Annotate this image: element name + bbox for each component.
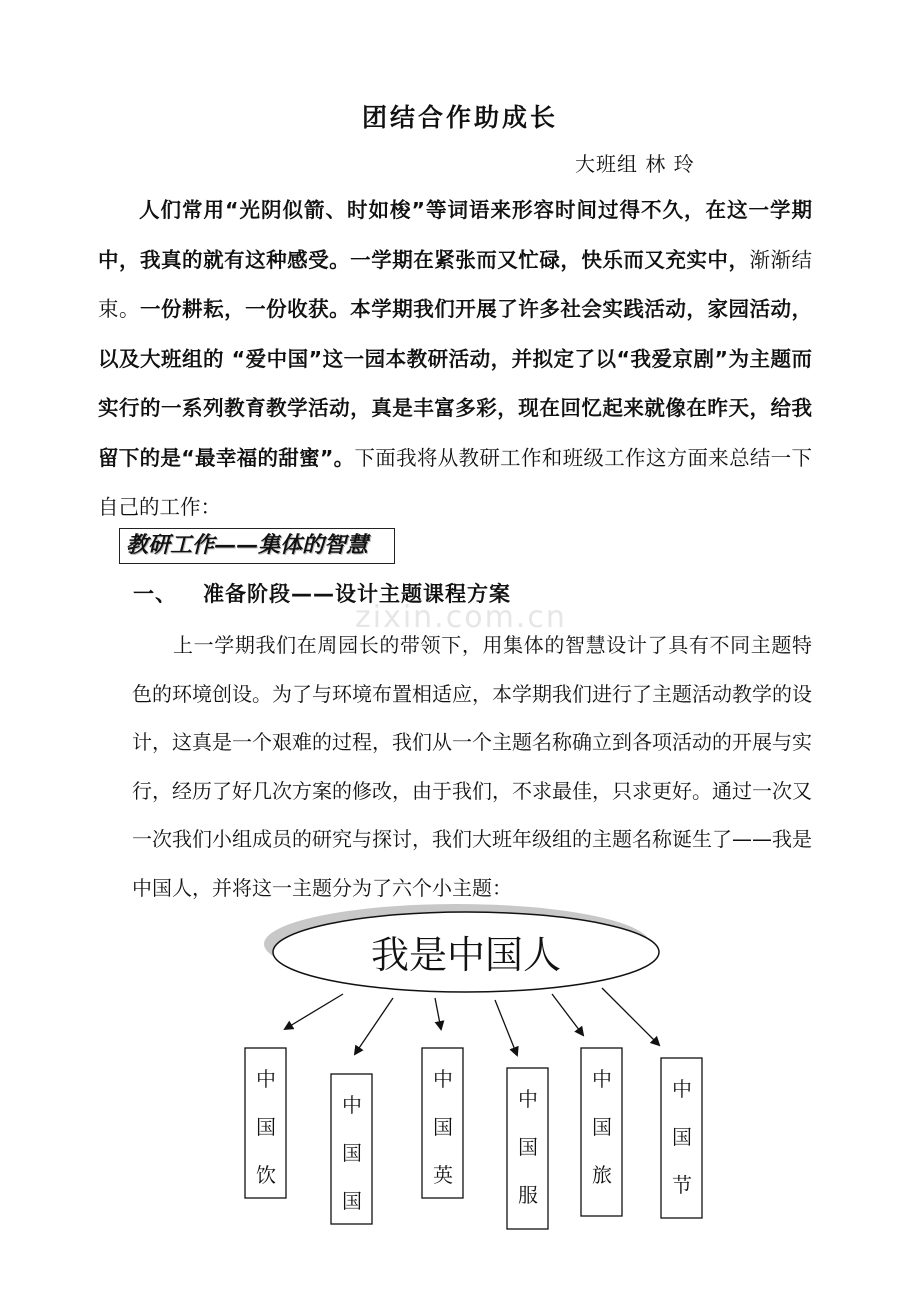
child-box-4 — [507, 1068, 548, 1229]
child-box-1 — [245, 1048, 286, 1198]
child-3-char-2: 国 — [433, 1115, 453, 1139]
intro-part-1: 人们常用“光阴似箭、时如梭”等词语来形容时间过得不久，在这一学期中，我真的就有这种感受。一学期在紧张而又忙碌，快乐而又充实中， — [98, 198, 812, 272]
document-title: 团结合作助成长 — [361, 103, 558, 132]
author-line: 大班组 林 玲 — [575, 152, 695, 176]
child-2-char-3: 国 — [342, 1189, 362, 1213]
root-label: 我是中国人 — [370, 933, 562, 977]
arrow-5 — [552, 994, 583, 1035]
arrow-4 — [495, 1000, 517, 1055]
child-box-3 — [422, 1048, 463, 1198]
child-4-char-1: 中 — [518, 1087, 538, 1111]
child-6-char-2: 国 — [672, 1125, 692, 1149]
child-4-char-3: 服 — [518, 1183, 538, 1207]
child-box-6 — [661, 1058, 702, 1218]
intro-part-3: 一份耕耘，一份收获。本学期我们开展了许多社会实践活动，家园活动，以及大班组的 “爱中国”这一园本教研活动，并拟定了以“我爱京剧”为主题而实行的一系列教育教学活动，真是丰富多彩，现在回忆起来就像在昨天，给我留下的是“最幸福的甜蜜”。 — [98, 297, 812, 470]
section-heading: 教研工作——集体的智慧 — [119, 528, 395, 564]
intro-part-2: 渐渐结束。 — [98, 247, 812, 321]
child-5-char-1: 中 — [592, 1067, 612, 1091]
child-box-5 — [581, 1048, 622, 1216]
subheading-text: 准备阶段——设计主题课程方案 — [203, 582, 511, 606]
arrow-3 — [435, 998, 441, 1029]
arrow-1 — [285, 994, 343, 1029]
child-4-char-2: 国 — [518, 1135, 538, 1159]
arrow-2 — [355, 998, 393, 1054]
child-5-char-2: 国 — [592, 1115, 612, 1139]
arrow-6 — [602, 988, 659, 1045]
child-1-char-2: 国 — [256, 1115, 276, 1139]
child-6-char-3: 节 — [672, 1173, 692, 1197]
body-paragraph: 上一学期我们在周园长的带领下，用集体的智慧设计了具有不同主题特色的环境创设。为了与环境布置相适应，本学期我们进行了主题活动教学的设计，这真是一个艰难的过程，我们从一个主题名称确立到各项活动的开展与实行，经历了好几次方案的修改，由于我们，不求最佳，只求更好。通过一次又一次我们小组成员的研究与探讨，我们大班年级组的主题名称诞生了——我是中国人，并将这一主题分为了六个小主题： — [132, 633, 812, 900]
child-6-char-1: 中 — [672, 1077, 692, 1101]
child-2-char-1: 中 — [342, 1093, 362, 1117]
subheading-number: 一、 — [133, 582, 177, 606]
child-box-2 — [331, 1074, 372, 1224]
child-3-char-1: 中 — [433, 1067, 453, 1091]
child-3-char-3: 英 — [433, 1163, 453, 1187]
watermark: zixin.com.cn — [355, 600, 567, 635]
child-2-char-2: 国 — [342, 1141, 362, 1165]
child-1-char-3: 饮 — [256, 1163, 276, 1187]
intro-part-4: 下面我将从教研工作和班级工作这方面来总结一下自己的工作： — [98, 445, 812, 519]
child-1-char-1: 中 — [256, 1067, 276, 1091]
child-5-char-3: 旅 — [592, 1163, 612, 1187]
